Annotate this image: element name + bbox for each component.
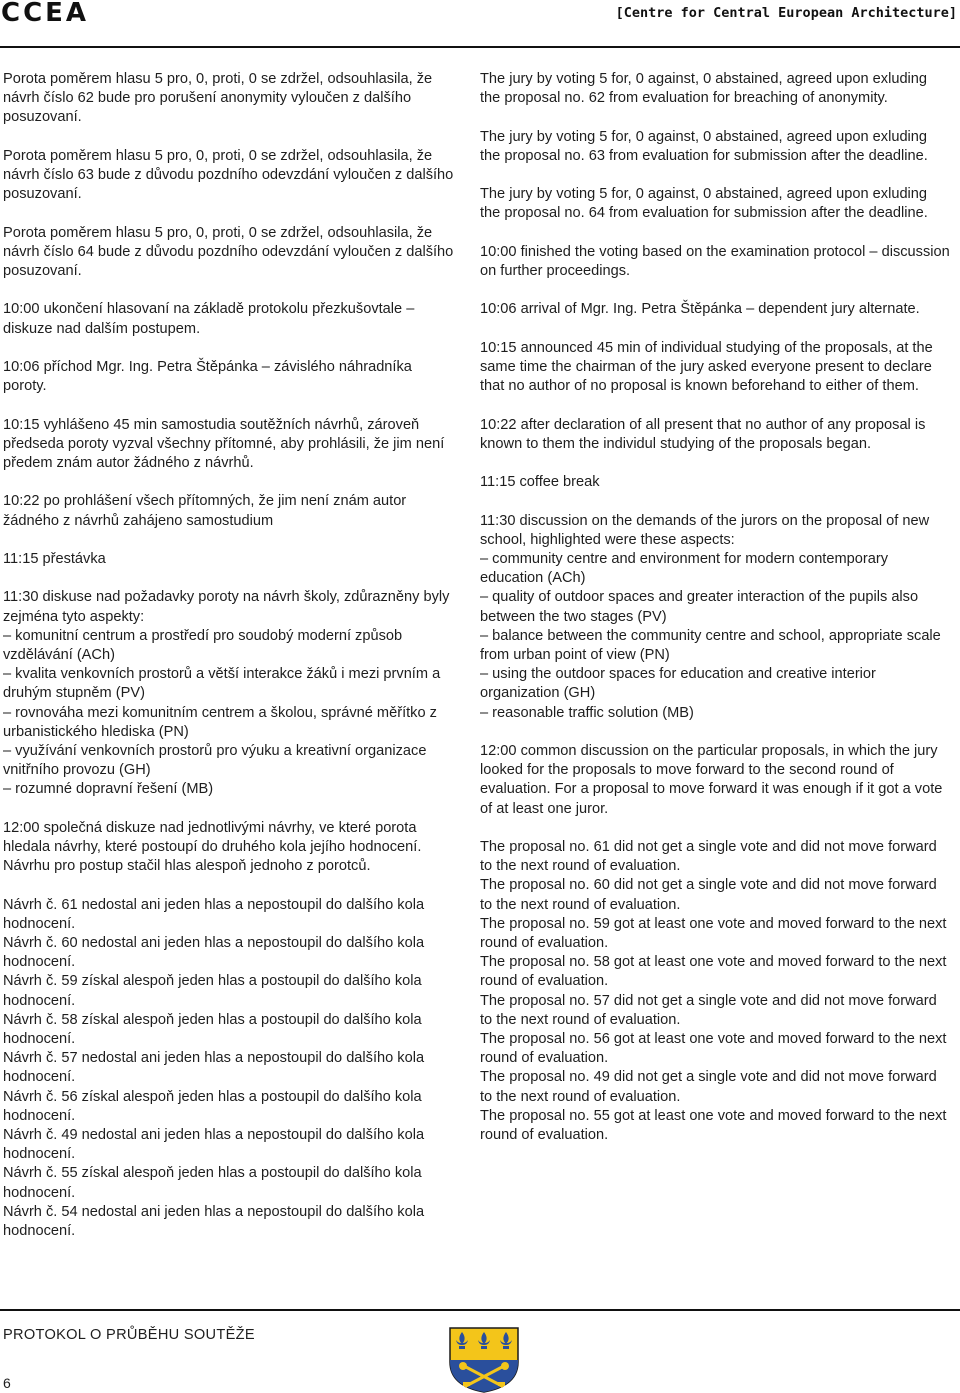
- paragraph: 10:22 after declaration of all present that no author of any proposal is known to them the individul studying of the proposals began.: [480, 416, 926, 452]
- list-item: – využívání venkovních prostorů pro výuku a kreativní organizace vnitřního provozu (GH): [3, 742, 427, 779]
- proposal-result: The proposal no. 56 got at least one vote and moved forward to the next round of evaluation.: [480, 1031, 947, 1067]
- list-item: – balance between the community centre and school, appropriate scale from urban point of view (PN): [480, 627, 941, 663]
- list-item: – rozumné dopravní řešení (MB): [3, 781, 214, 798]
- paragraph: 12:00 společná diskuze nad jednotlivými návrhy, ve které porota hledala návrhy, které postoupí do druhého kola jejího hodnocení. Návrhu pro postup stačil hlas alespoň jednoho z porotců.: [3, 819, 422, 875]
- paragraph: Porota poměrem hlasu 5 pro, 0, proti, 0 se zdržel, odsouhlasila, že návrh číslo 63 bude z důvodu pozdního odevzdání vyloučen z dalšího posuzovaní.: [3, 147, 454, 203]
- paragraph: 10:00 ukončení hlasovaní na základě protokolu přezkušovtale – diskuze nad dalším postupem.: [3, 301, 415, 337]
- header-rule: [0, 46, 960, 48]
- paragraph: 11:15 přestávka: [3, 550, 106, 567]
- proposal-result: The proposal no. 61 did not get a single vote and did not move forward to the next round of evaluation.: [480, 838, 937, 875]
- document-title: PROTOKOL O PRŮBĚHU SOUTĚŽE: [3, 1327, 255, 1343]
- proposal-result: Návrh č. 57 nedostal ani jeden hlas a nepostoupil do dalšího kola hodnocení.: [3, 1050, 425, 1086]
- english-column: [480, 70, 950, 1145]
- paragraph: 10:06 arrival of Mgr. Ing. Petra Štěpánka – dependent jury alternate.: [480, 301, 920, 318]
- proposal-result: Návrh č. 59 získal alespoň jeden hlas a postoupil do dalšího kola hodnocení.: [3, 973, 422, 1009]
- paragraph: The jury by voting 5 for, 0 against, 0 abstained, agreed upon exluding the proposal no. 63 from evaluation for submission after the deadline.: [480, 128, 928, 164]
- ccea-logo: CCEA: [1, 0, 90, 28]
- list-item: – rovnováha mezi komunitním centrem a školou, správné měřítko z urbanistického hlediska (PN): [3, 704, 437, 740]
- proposal-result: Návrh č. 49 nedostal ani jeden hlas a nepostoupil do dalšího kola hodnocení.: [3, 1127, 425, 1163]
- paragraph: Porota poměrem hlasu 5 pro, 0, proti, 0 se zdržel, odsouhlasila, že návrh číslo 64 bude z důvodu pozdního odevzdání vyloučen z dalšího posuzovaní.: [3, 224, 454, 279]
- footer-rule: [0, 1309, 960, 1311]
- page-header: [0, 0, 960, 46]
- paragraph: 10:15 vyhlášeno 45 min samostudia soutěžních návrhů, zároveň předseda poroty vyzval všechny přítomné, aby prohlásili, že jim není předem znám autor žádného z návrhů.: [3, 416, 445, 471]
- proposal-result: The proposal no. 60 did not get a single vote and did not move forward to the next round of evaluation.: [480, 877, 937, 913]
- paragraph: 10:00 finished the voting based on the examination protocol – discussion on further proceedings.: [480, 243, 950, 279]
- list-item: – komunitní centrum a prostředí pro soudobý moderní způsob vzdělávání (ACh): [3, 627, 403, 663]
- proposal-result: Návrh č. 55 získal alespoň jeden hlas a postoupil do dalšího kola hodnocení.: [3, 1165, 422, 1201]
- list-item: – community centre and environment for modern contemporary education (ACh): [480, 550, 889, 587]
- paragraph: 11:15 coffee break: [480, 474, 600, 491]
- list-item: – reasonable traffic solution (MB): [480, 704, 694, 721]
- paragraph: 11:30 discussion on the demands of the jurors on the proposal of new school, highlighted were these aspects:: [480, 512, 930, 548]
- proposal-result: Návrh č. 60 nedostal ani jeden hlas a nepostoupil do dalšího kola hodnocení.: [3, 934, 425, 971]
- page-number: 6: [3, 1375, 11, 1391]
- paragraph: 12:00 common discussion on the particular proposals, in which the jury looked for the proposals to move forward to the second round of evaluation. For a proposal to move forward it was enough if it got a vote of at least one juror.: [480, 742, 943, 817]
- paragraph: 10:15 announced 45 min of individual studying of the proposals, at the same time the chairman of the jury asked everyone present to declare that no author of no proposal is known beforehand to either of them.: [480, 339, 933, 395]
- paragraph: 10:22 po prohlášení všech přítomných, že jim není znám autor žádného z návrhů zahájeno samostudium: [3, 493, 407, 529]
- proposal-result: Návrh č. 54 nedostal ani jeden hlas a nepostoupil do dalšího kola hodnocení.: [3, 1203, 425, 1240]
- paragraph: Porota poměrem hlasu 5 pro, 0, proti, 0 se zdržel, odsouhlasila, že návrh číslo 62 bude pro porušení anonymity vyloučen z dalšího posuzovaní.: [3, 71, 433, 126]
- paragraph: 10:06 příchod Mgr. Ing. Petra Štěpánka – závislého náhradníka poroty.: [3, 358, 412, 395]
- proposal-result: The proposal no. 58 got at least one vote and moved forward to the next round of evaluation.: [480, 954, 947, 990]
- proposal-result: Návrh č. 56 získal alespoň jeden hlas a postoupil do dalšího kola hodnocení.: [3, 1088, 422, 1124]
- list-item: – kvalita venkovních prostorů a větší interakce žáků i mezi prvním a druhým stupněm (PV): [3, 666, 441, 702]
- proposal-result: Návrh č. 58 získal alespoň jeden hlas a postoupil do dalšího kola hodnocení.: [3, 1011, 422, 1047]
- proposal-result: Návrh č. 61 nedostal ani jeden hlas a nepostoupil do dalšího kola hodnocení.: [3, 896, 425, 932]
- czech-column: [3, 70, 458, 1241]
- paragraph: 11:30 diskuse nad požadavky poroty na návrh školy, zdůrazněny byly zejména tyto aspekty:: [3, 589, 450, 625]
- proposal-result: The proposal no. 49 did not get a single vote and did not move forward to the next round of evaluation.: [480, 1069, 937, 1105]
- proposal-result: The proposal no. 55 got at least one vote and moved forward to the next round of evaluation.: [480, 1107, 947, 1144]
- paragraph: The jury by voting 5 for, 0 against, 0 abstained, agreed upon exluding the proposal no. 62 from evaluation for breaching of anonymity.: [480, 71, 928, 107]
- proposal-result: The proposal no. 57 did not get a single vote and did not move forward to the next round of evaluation.: [480, 992, 937, 1028]
- list-item: – quality of outdoor spaces and greater interaction of the pupils also between the two stages (PV): [480, 589, 919, 625]
- municipal-coat-of-arms-icon: [448, 1326, 520, 1393]
- paragraph: The jury by voting 5 for, 0 against, 0 abstained, agreed upon exluding the proposal no. 64 from evaluation for submission after the deadline.: [480, 186, 928, 222]
- organization-name: [Centre for Central European Architecture]: [615, 5, 957, 21]
- proposal-result: The proposal no. 59 got at least one vote and moved forward to the next round of evaluation.: [480, 915, 947, 951]
- list-item: – using the outdoor spaces for education and creative interior organization (GH): [480, 666, 876, 702]
